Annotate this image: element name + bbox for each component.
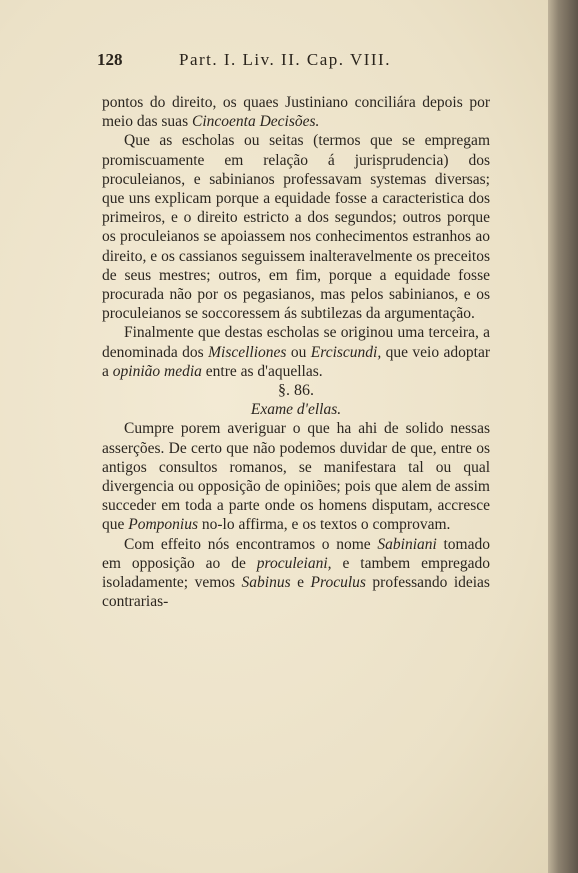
italic-run: Sabinus: [241, 574, 291, 592]
paragraph-2: [102, 131, 490, 323]
running-title: Part. I. Liv. II. Cap. VIII.: [179, 50, 391, 69]
italic-run: Pomponius: [128, 516, 199, 534]
paragraph-1: [102, 93, 490, 131]
book-spine: [548, 0, 578, 873]
text-run: e: [290, 574, 311, 592]
text-run: Cumpre porem averiguar o que ha ahi de solido nessas asserções. De certo que não podemos duvidar de que, entre os antigos consultos romanos, se manifestara tal ou qual divergencia ou opposição de opiniões; pois que alem de assim succeder em toda a parte onde os homens disputam, accresce que: [102, 420, 490, 534]
page-number: 128: [97, 50, 123, 69]
italic-run: Cincoenta Decisões.: [191, 113, 320, 131]
italic-run: Miscelliones: [208, 343, 287, 361]
text-run: Com effeito nós encontramos o nome: [124, 535, 378, 553]
text-run: no-lo affirma, e os textos o comprovam.: [198, 516, 451, 534]
paragraph-5: [102, 535, 490, 612]
text-run: que veio adoptar a: [102, 343, 490, 380]
text-run: ou: [286, 343, 311, 361]
page-header: [97, 50, 492, 76]
text-run: Finalmente que destas escholas se originou uma terceira, a denominada dos: [102, 324, 490, 361]
body-text: [102, 93, 490, 611]
text-run: tomado em opposição ao de: [102, 535, 490, 572]
section-title: Exame d'ellas.: [250, 401, 342, 419]
text-run: entre as d'aquellas.: [201, 362, 323, 380]
text-run: professando ideias contrarias-: [102, 574, 490, 611]
paragraph-4: [102, 419, 490, 534]
text-run: e tambem empregado isoladamente; vemos: [102, 554, 491, 592]
text-run: pontos do direito, os quaes Justiniano conciliára depois por meio das suas: [102, 94, 490, 131]
italic-run: Proculus: [310, 574, 366, 592]
paragraph-3: [102, 323, 490, 381]
italic-run: opinião media: [112, 362, 202, 380]
section-number: §. 86.: [278, 382, 314, 400]
text-run: Que as escholas ou seitas (termos que se empregam promiscuamente em relação á jurisprudencia) dos proculeianos, e sabinianos professavam systemas diversas; que uns explicam porque a equidade fosse a caracteristica dos primeiros, e o direito estricto a dos segundos; outros porque os proculeianos se apoiassem nos conhecimentos estranhos ao direito, e os cassianos seguissem inalteravelmente os preceitos de seus mestres; outros, em fim, porque a equidade fosse procurada não por os pegasianos, mas pelos sabinianos, e os proculeianos se soccoressem ás subtilezas da argumentação.: [102, 132, 490, 323]
italic-run: Sabiniani: [377, 535, 437, 553]
italic-run: proculeiani,: [256, 554, 332, 572]
italic-run: Erciscundi,: [310, 343, 382, 361]
